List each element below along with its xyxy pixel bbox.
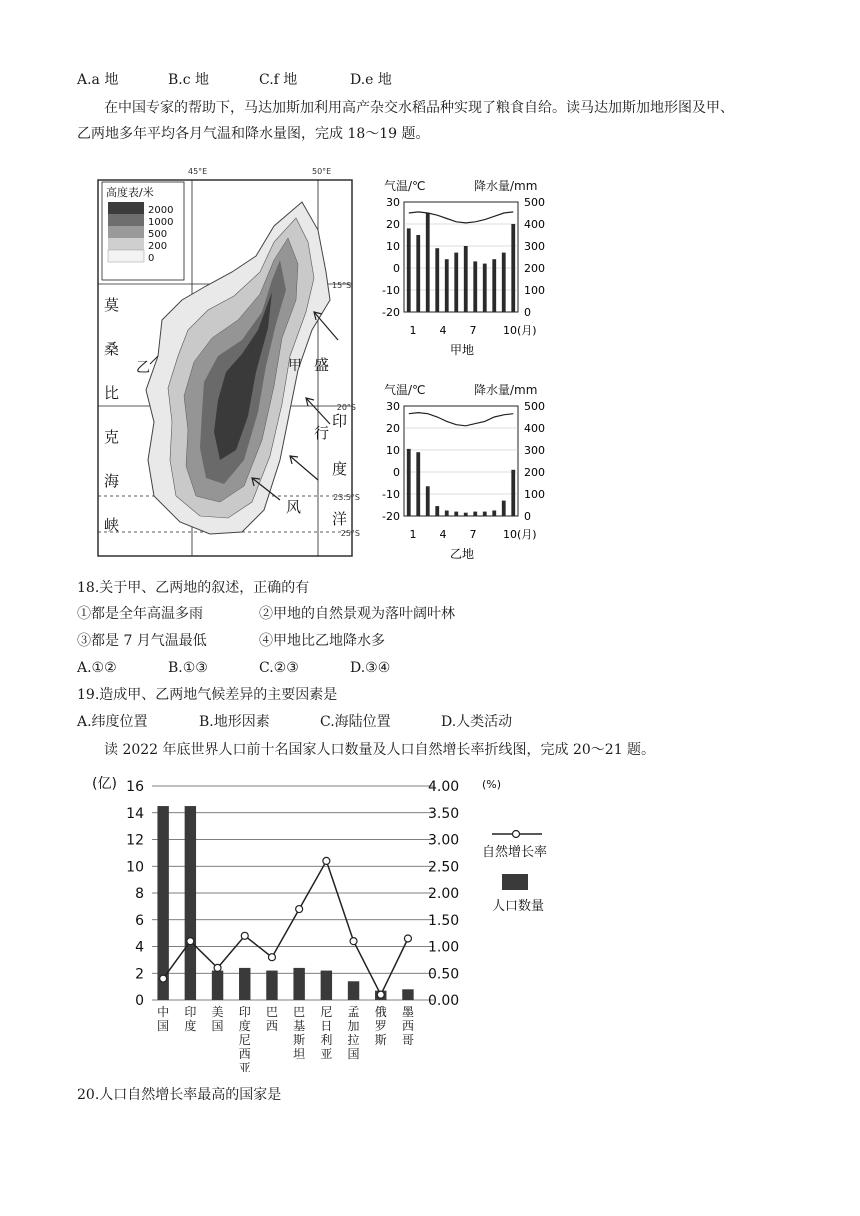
right-unit-label: (%): [482, 778, 502, 791]
left-tick: 6: [135, 912, 144, 929]
country-label-char: 日: [320, 1019, 333, 1033]
plot-area: [404, 406, 518, 516]
country-label-char: 亚: [320, 1047, 333, 1061]
precip-bar: [473, 261, 477, 312]
country-label-char: 加: [347, 1019, 360, 1033]
country-label-char: 哥: [401, 1033, 414, 1047]
climate-chart-jia: [378, 176, 568, 360]
precip-bar: [445, 511, 449, 517]
precip-bar: [454, 253, 458, 312]
population-bar: [402, 989, 413, 1000]
site-yi-label: 乙: [136, 360, 150, 376]
tick: 500: [524, 400, 545, 413]
tick: 400: [524, 422, 545, 435]
q18-option-c: C.②③: [259, 660, 299, 676]
tick: 10(月): [503, 324, 537, 337]
q17-option-b: B.c 地: [168, 72, 210, 88]
precip-bar: [502, 501, 506, 516]
caption: 乙地: [450, 547, 475, 561]
country-label-char: 印: [238, 1005, 251, 1019]
country-label-char: 俄: [374, 1005, 387, 1019]
q18-statement-2: ②甲地的自然景观为落叶阔叶林: [259, 606, 455, 622]
population-bars: [157, 806, 413, 1000]
lat-20-label: 20°S: [336, 403, 356, 412]
tick: 7: [469, 324, 477, 337]
tick: 100: [524, 284, 545, 297]
country-label-char: 巴: [293, 1005, 306, 1019]
q18-statement-3: ③都是 7 月气温最低: [77, 633, 207, 649]
tick: 4: [439, 528, 447, 541]
wind-3: 风: [286, 498, 302, 516]
tick: 30: [386, 196, 400, 209]
right-tick: 2.00: [428, 886, 460, 902]
left-tick: 16: [126, 779, 144, 795]
q17-option-c: C.f 地: [259, 72, 298, 88]
country-label-char: 中: [157, 1005, 170, 1019]
wind-1: 盛: [314, 356, 330, 374]
right-tick: 0.00: [428, 993, 460, 1009]
growth-point: [404, 935, 411, 942]
right-tick: 3.50: [428, 805, 460, 822]
tick: 1: [409, 324, 417, 337]
tick: 20: [386, 218, 400, 231]
country-label-char: 罗: [374, 1019, 387, 1033]
growth-point: [323, 857, 330, 864]
country-label-char: 斯: [293, 1033, 306, 1047]
tick: 0: [393, 262, 400, 275]
precip-bar: [464, 513, 468, 516]
right-tick: 3.00: [428, 832, 460, 849]
lat-25-label: 25°S: [340, 529, 360, 538]
precip-ticks: [524, 400, 545, 523]
population-bar: [266, 971, 277, 1000]
left-unit-label: (亿): [92, 776, 117, 792]
left-tick: 8: [135, 886, 144, 902]
q18-statement-4: ④甲地比乙地降水多: [259, 633, 385, 649]
left-tick: 12: [126, 832, 144, 849]
country-label-char: 利: [320, 1033, 333, 1047]
legend-2000: 2000: [148, 205, 174, 216]
q20-stem: 20.人口自然增长率最高的国家是: [77, 1087, 282, 1103]
population-bar: [321, 971, 332, 1000]
tick: 20: [386, 422, 400, 435]
tick: -20: [382, 510, 400, 523]
left-tick: 2: [135, 966, 144, 983]
wind-2: 行: [314, 424, 330, 442]
moz-6: 峡: [104, 516, 120, 534]
tick: 100: [524, 488, 545, 501]
precip-bar: [492, 511, 496, 517]
madagascar-map: [92, 160, 364, 560]
precip-bar: [492, 259, 496, 312]
left-tick: 0: [135, 993, 144, 1009]
ocean-2: 度: [332, 460, 348, 478]
tick: -20: [382, 306, 400, 319]
growth-polyline: [163, 861, 408, 995]
tick: 10: [386, 444, 400, 457]
right-tick: 1.50: [428, 912, 460, 929]
tick: 10(月): [503, 528, 537, 541]
intro-18-19-cont: 乙两地多年平均各月气温和降水量图，完成 18～19 题。: [77, 126, 430, 142]
precip-bar: [435, 506, 439, 516]
country-label-char: 印: [184, 1005, 197, 1019]
moz-5: 海: [104, 472, 120, 490]
country-label-char: 西: [265, 1019, 278, 1033]
q18-option-b: B.①③: [168, 660, 208, 676]
right-tick: 1.00: [428, 939, 460, 956]
plot-frame: [404, 406, 518, 516]
precip-bar: [511, 470, 515, 516]
q18-option-d: D.③④: [350, 660, 391, 676]
precip-bar: [473, 512, 477, 516]
tick: 4: [439, 324, 447, 337]
country-label-char: 坦: [293, 1047, 306, 1061]
legend-0: 0: [148, 253, 155, 264]
precip-bar: [483, 512, 487, 516]
right-tick: 0.50: [428, 966, 460, 983]
q19-stem: 19.造成甲、乙两地气候差异的主要因素是: [77, 687, 338, 703]
ocean-3: 洋: [332, 510, 348, 528]
country-label-char: 拉: [347, 1033, 360, 1047]
q19-option-c: C.海陆位置: [320, 714, 391, 730]
population-bar: [239, 968, 250, 1000]
population-bar: [348, 981, 359, 1000]
population-bar: [157, 806, 168, 1000]
precip-axis-label: 降水量/mm: [474, 179, 538, 193]
precip-bar: [464, 246, 468, 312]
left-tick: 10: [126, 859, 144, 876]
plot-frame: [404, 202, 518, 312]
right-tick: 2.50: [428, 859, 460, 876]
growth-point: [160, 975, 167, 982]
country-label-char: 尼: [238, 1033, 251, 1047]
growth-point: [214, 964, 221, 971]
legend-200: 200: [148, 241, 168, 252]
country-label-char: 亚: [238, 1061, 251, 1072]
precip-bar: [407, 449, 411, 516]
lon-50-label: 50°E: [312, 167, 332, 176]
growth-point: [187, 938, 194, 945]
tick: 0: [393, 466, 400, 479]
country-label-char: 尼: [320, 1005, 333, 1019]
country-label-char: 国: [157, 1019, 170, 1033]
precip-bar: [445, 259, 449, 312]
tick: 0: [524, 306, 531, 319]
lon-45-label: 45°E: [188, 167, 208, 176]
growth-point: [350, 938, 357, 945]
country-label-char: 西: [238, 1047, 251, 1061]
temp-curve: [409, 413, 514, 426]
growth-point: [241, 932, 248, 939]
precip-bar: [416, 452, 420, 516]
moz-3: 比: [104, 384, 120, 402]
tick: 500: [524, 196, 545, 209]
tick: 1: [409, 528, 417, 541]
tick: 30: [386, 400, 400, 413]
moz-1: 莫: [104, 296, 120, 314]
month-ticks: [410, 324, 537, 337]
intro-18-19: 在中国专家的帮助下，马达加斯加利用高产杂交水稻品种实现了粮食自给。读马达加斯加地形图及甲、: [104, 100, 734, 116]
ocean-1: 印: [332, 412, 348, 430]
precip-bar: [435, 248, 439, 312]
country-label-char: 度: [184, 1019, 197, 1033]
country-label-char: 基: [293, 1019, 306, 1033]
q19-option-b: B.地形因素: [199, 714, 270, 730]
legend-population: 人口数量: [492, 899, 545, 914]
left-tick: 14: [126, 805, 144, 822]
country-label-char: 度: [238, 1019, 251, 1033]
population-bar: [212, 971, 223, 1000]
q17-option-d: D.e 地: [350, 72, 392, 88]
tick: 400: [524, 218, 545, 231]
climate-chart-yi: [378, 380, 568, 564]
country-label-char: 西: [401, 1019, 414, 1033]
tick: 200: [524, 466, 545, 479]
precip-bar: [426, 213, 430, 312]
precip-bar: [511, 224, 515, 312]
precip-bar: [407, 228, 411, 312]
temp-axis-label: 气温/℃: [384, 179, 426, 193]
growth-point: [296, 906, 303, 913]
growth-point: [377, 991, 384, 998]
legend-title: 高度表/米: [106, 186, 154, 199]
legend-1000: 1000: [148, 217, 174, 228]
population-chart: [78, 768, 568, 1072]
q19-option-d: D.人类活动: [441, 714, 513, 730]
moz-4: 克: [104, 428, 120, 446]
q17-option-a: A.a 地: [77, 72, 119, 88]
population-bar: [293, 968, 304, 1000]
tick: 300: [524, 444, 545, 457]
tick: -10: [382, 284, 400, 297]
tick: -10: [382, 488, 400, 501]
axis-ticks: [126, 779, 459, 1009]
precip-bar: [502, 253, 506, 312]
growth-line: [160, 857, 412, 998]
country-label-char: 国: [211, 1019, 224, 1033]
q18-stem: 18.关于甲、乙两地的叙述，正确的有: [77, 580, 310, 596]
caption: 甲地: [450, 343, 475, 357]
q18-statement-1: ①都是全年高温多雨: [77, 606, 203, 622]
temp-ticks: [382, 400, 400, 523]
left-tick: 4: [135, 939, 144, 956]
tick: 10: [386, 240, 400, 253]
tick: 7: [469, 528, 477, 541]
temp-curve: [409, 212, 514, 223]
intro-20-21: 读 2022 年底世界人口前十名国家人口数量及人口自然增长率折线图，完成 20～21 题。: [104, 742, 656, 758]
legend-growth: 自然增长率: [482, 845, 548, 860]
tick: 0: [524, 510, 531, 523]
q19-option-a: A.纬度位置: [77, 714, 148, 730]
growth-point: [268, 954, 275, 961]
country-label-char: 斯: [374, 1033, 387, 1047]
precip-bar: [454, 512, 458, 516]
temp-axis-label: 气温/℃: [384, 383, 426, 397]
moz-2: 桑: [104, 340, 120, 358]
precip-axis-label: 降水量/mm: [474, 383, 538, 397]
temp-ticks: [382, 196, 400, 319]
right-tick: 4.00: [428, 779, 460, 795]
precip-bar: [416, 235, 420, 312]
month-ticks: [410, 528, 537, 541]
precip-ticks: [524, 196, 545, 319]
lat-235-label: 23.5°S: [333, 493, 360, 502]
country-label-char: 国: [347, 1047, 360, 1061]
plot-area: [404, 202, 518, 312]
q18-option-a: A.①②: [77, 660, 117, 676]
legend-500: 500: [148, 229, 168, 240]
precip-bar: [426, 486, 430, 516]
site-jia-label: 甲: [288, 358, 302, 374]
lat-15-label: 15°S: [332, 281, 352, 290]
population-bar: [185, 806, 196, 1000]
tick: 300: [524, 240, 545, 253]
country-label-char: 巴: [265, 1005, 278, 1019]
precip-bar: [483, 264, 487, 312]
country-label-char: 美: [211, 1005, 224, 1019]
tick: 200: [524, 262, 545, 275]
country-label-char: 孟: [347, 1005, 360, 1019]
country-labels: [157, 1004, 414, 1072]
country-label-char: 墨: [401, 1005, 414, 1019]
